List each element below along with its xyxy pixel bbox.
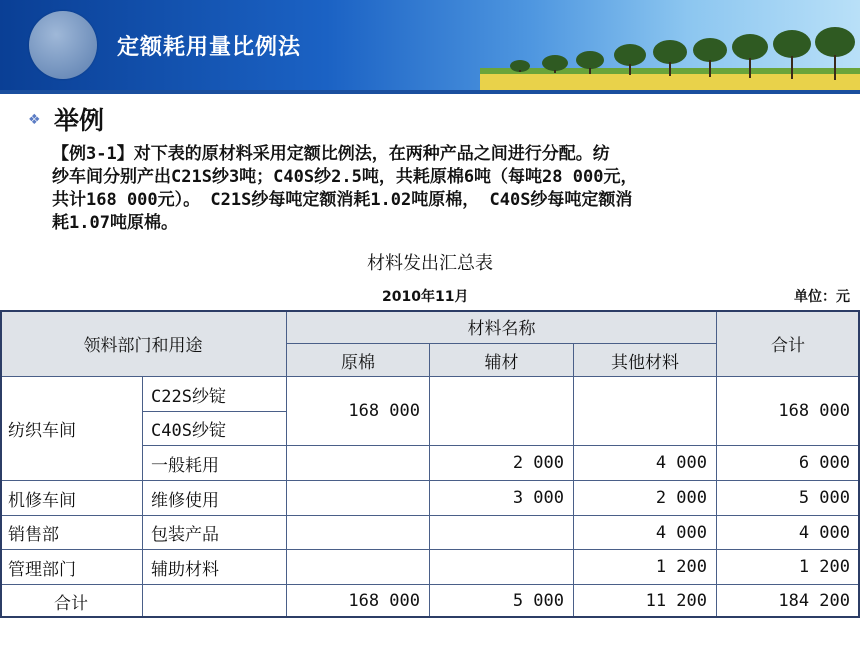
example-line: 共计168 000元）。 C21S纱每吨定额消耗1.02吨原棉， C40S纱每吨定额消 (52, 190, 633, 210)
row-usage-aux-material: 辅助材料 (143, 550, 287, 585)
example-line: 纱车间分别产出C21S纱3吨；C40S纱2.5吨，共耗原棉6吨（每吨28 000元， (52, 167, 638, 187)
header-cotton: 原棉 (287, 344, 430, 377)
slide-title: 定额耗用量比例法 (117, 35, 302, 60)
header-total: 合计 (717, 310, 860, 377)
cell-general-aux: 2 000 (430, 446, 574, 481)
row-dept-repair: 机修车间 (0, 481, 143, 516)
row-dept-sales: 销售部 (0, 516, 143, 550)
cell-sum-cotton: 168 000 (287, 585, 430, 618)
header-auxiliary: 辅材 (430, 344, 574, 377)
cell-repair-aux: 3 000 (430, 481, 574, 516)
table-unit: 单位：元 (794, 289, 850, 305)
cell-general-total: 6 000 (717, 446, 860, 481)
header-other: 其他材料 (574, 344, 717, 377)
row-usage-repair: 维修使用 (143, 481, 287, 516)
cell-mgmt-total: 1 200 (717, 550, 860, 585)
row-usage-packaging: 包装产品 (143, 516, 287, 550)
diamond-bullet-icon: ❖ (28, 112, 41, 128)
cell-mgmt-other: 1 200 (574, 550, 717, 585)
cell-pack-other: 4 000 (574, 516, 717, 550)
cell-general-other: 4 000 (574, 446, 717, 481)
cell-pack-total: 4 000 (717, 516, 860, 550)
cell-sum-total: 184 200 (717, 585, 860, 618)
cell-repair-other: 2 000 (574, 481, 717, 516)
cell-general-cotton (287, 446, 430, 481)
row-usage-c40s: C40S纱锭 (143, 412, 287, 446)
cell-mgmt-cotton (287, 550, 430, 585)
example-line: 耗1.07吨原棉。 (52, 213, 178, 233)
row-total-label: 合计 (0, 585, 143, 618)
cell-mgmt-aux (430, 550, 574, 585)
cell-repair-total: 5 000 (717, 481, 860, 516)
cell-total-usage (143, 585, 287, 618)
row-dept-textile: 纺织车间 (0, 377, 143, 481)
row-usage-general: 一般耗用 (143, 446, 287, 481)
row-dept-management: 管理部门 (0, 550, 143, 585)
header-banner (0, 0, 860, 90)
cell-pack-aux (430, 516, 574, 550)
table-date: 2010年11月 (382, 289, 469, 305)
table-title: 材料发出汇总表 (367, 253, 493, 274)
row-usage-c22s: C22S纱锭 (143, 377, 287, 412)
section-heading: 举例 (54, 106, 105, 135)
cell-spindle-total: 168 000 (717, 377, 860, 446)
header-divider (0, 90, 860, 94)
decorative-circle (29, 11, 97, 79)
cell-spindle-aux (430, 377, 574, 446)
cell-spindle-other (574, 377, 717, 446)
example-line: 【例3-1】对下表的原材料采用定额比例法，在两种产品之间进行分配。纺 (52, 144, 610, 164)
header-dept-usage: 领料部门和用途 (0, 310, 287, 377)
cell-pack-cotton (287, 516, 430, 550)
example-paragraph (52, 143, 847, 235)
tree-landscape-image (480, 0, 860, 90)
header-material-name: 材料名称 (287, 310, 717, 344)
material-summary-table (0, 310, 860, 618)
cell-spindle-cotton: 168 000 (287, 377, 430, 446)
cell-repair-cotton (287, 481, 430, 516)
cell-sum-aux: 5 000 (430, 585, 574, 618)
cell-sum-other: 11 200 (574, 585, 717, 618)
